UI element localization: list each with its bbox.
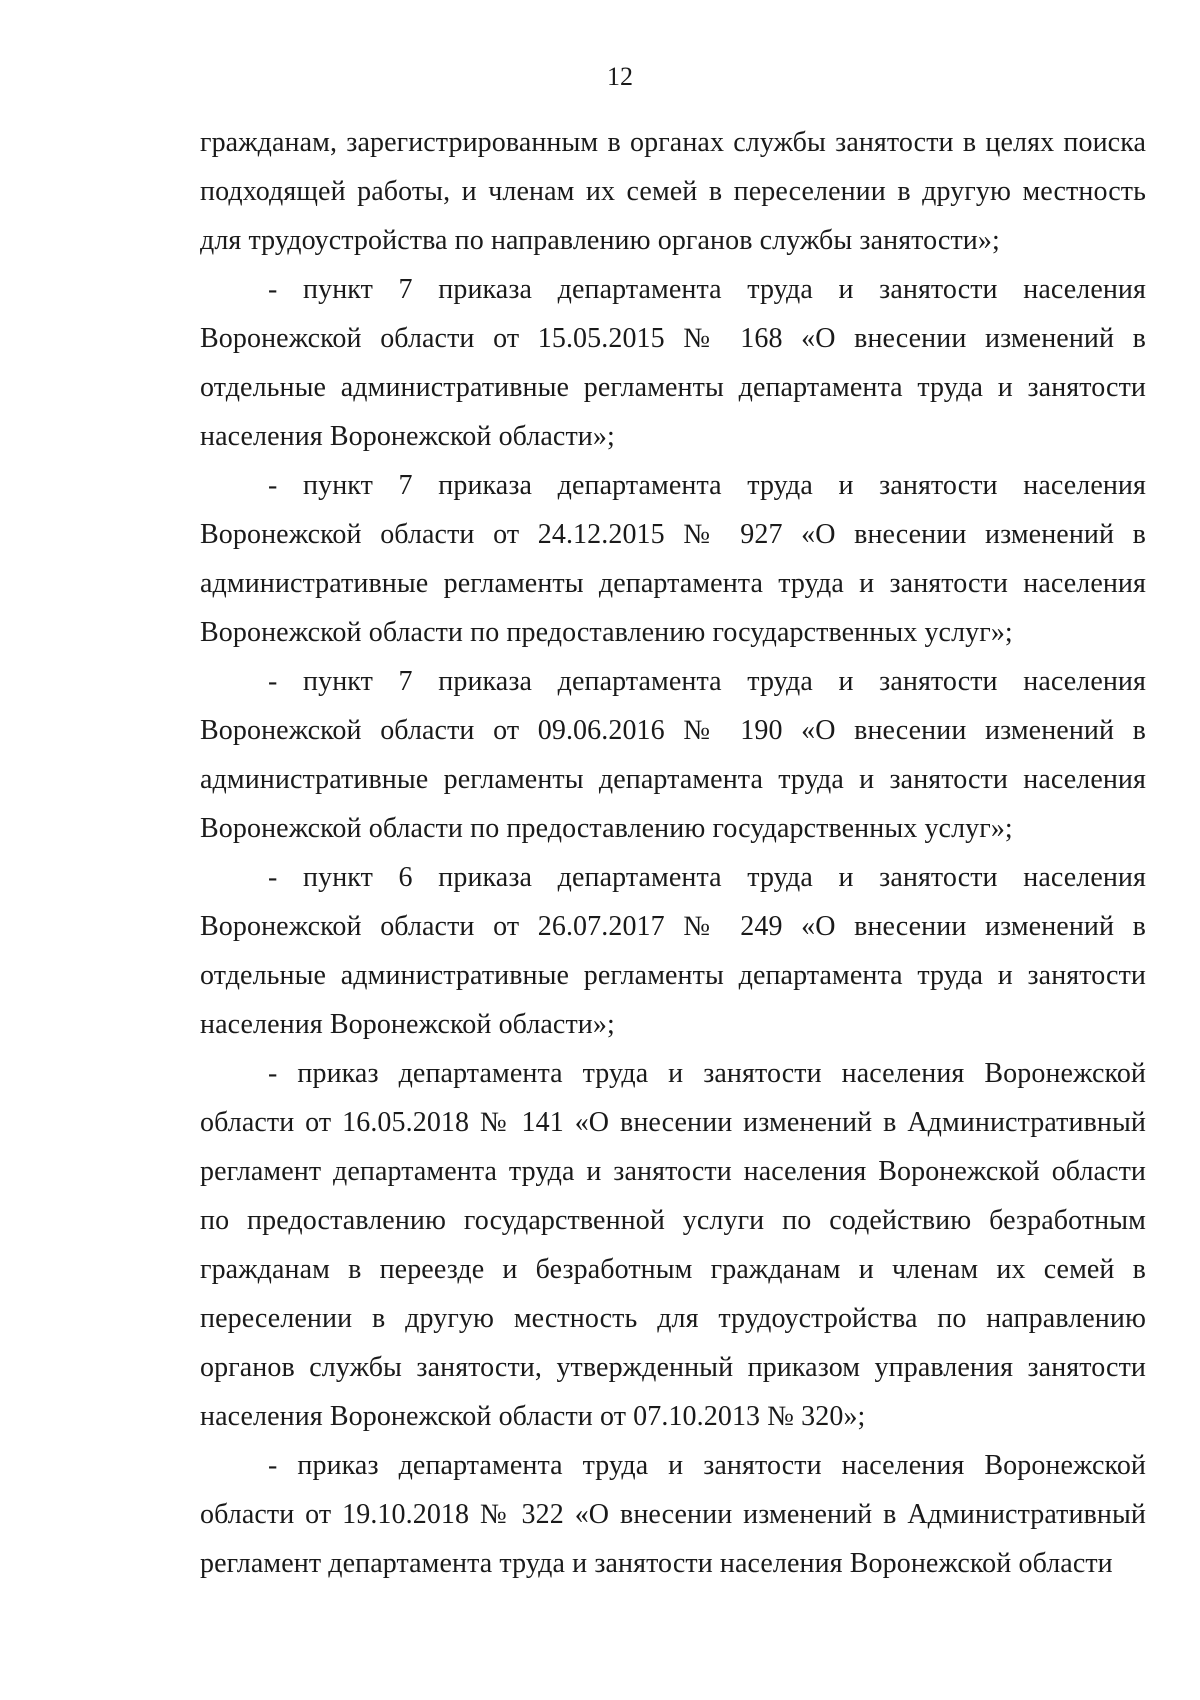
- list-item-order-2018-141: - приказ департамента труда и занятости населения Воронежской области от 16.05.2018 № 141 «О внесении изменений в Административный регламент департамента труда и занятости населения Воронежской области по предоставлению государственной услуги по содействию безработным гражданам в переезде и безработным гражданам и членам их семей в переселении в другую местность для трудоустройства по направлению органов службы занятости, утвержденный приказом управления занятости населения Воронежской области от 07.10.2013 № 320»;: [200, 1058, 1146, 1432]
- document-body: [200, 118, 1146, 1588]
- list-item-order-2016-190: - пункт 7 приказа департамента труда и занятости населения Воронежской области от 09.06.2016 № 190 «О внесении изменений в административные регламенты департамента труда и занятости населения Воронежской области по предоставлению государственных услуг»;: [200, 666, 1146, 844]
- page-number: 12: [607, 62, 633, 91]
- list-item-order-2015-168: - пункт 7 приказа департамента труда и занятости населения Воронежской области от 15.05.2015 № 168 «О внесении изменений в отдельные административные регламенты департамента труда и занятости населения Воронежской области»;: [200, 274, 1146, 452]
- list-item-order-2018-322: - приказ департамента труда и занятости населения Воронежской области от 19.10.2018 № 322 «О внесении изменений в Административный регламент департамента труда и занятости населения Воронежской области: [200, 1450, 1146, 1579]
- list-item-order-2015-927: - пункт 7 приказа департамента труда и занятости населения Воронежской области от 24.12.2015 № 927 «О внесении изменений в административные регламенты департамента труда и занятости населения Воронежской области по предоставлению государственных услуг»;: [200, 470, 1146, 648]
- list-item-order-2017-249: - пункт 6 приказа департамента труда и занятости населения Воронежской области от 26.07.2017 № 249 «О внесении изменений в отдельные административные регламенты департамента труда и занятости населения Воронежской области»;: [200, 862, 1146, 1040]
- paragraph-continuation: гражданам, зарегистрированным в органах службы занятости в целях поиска подходящей работы, и членам их семей в переселении в другую местность для трудоустройства по направлению органов службы занятости»;: [200, 127, 1146, 256]
